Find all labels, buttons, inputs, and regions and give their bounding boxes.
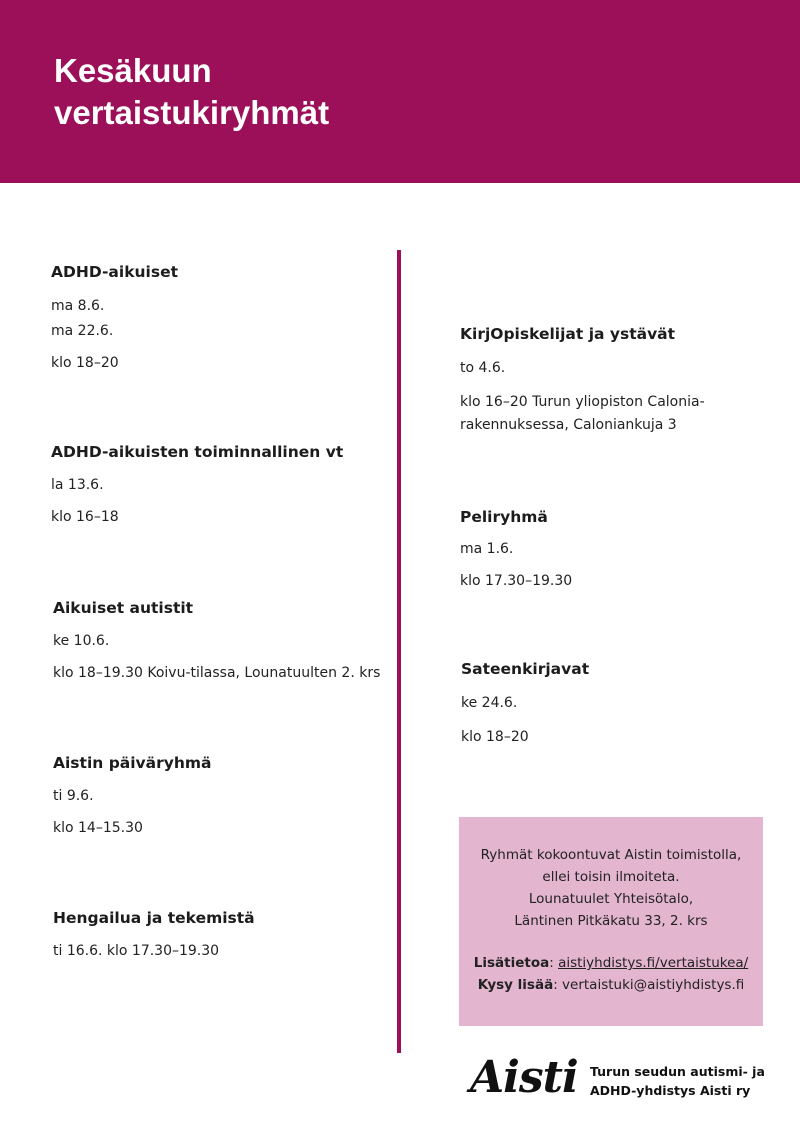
group-date: ke 24.6.	[461, 695, 518, 711]
group-title: ADHD-aikuisten toiminnallinen vt	[51, 443, 344, 461]
group-time: klo 17.30–19.30	[460, 573, 573, 589]
ask-row: Kysy lisää: vertaistuki@aistiyhdistys.fi	[477, 977, 745, 993]
group-hengailua	[53, 908, 255, 961]
organization-name	[590, 1062, 765, 1100]
group-time: ti 16.6. klo 17.30–19.30	[53, 943, 220, 959]
group-title: Aistin päiväryhmä	[53, 754, 212, 772]
group-date: to 4.6.	[460, 360, 506, 376]
group-time: klo 16–20 Turun yliopiston Calonia-	[460, 394, 705, 410]
info-line: Ryhmät kokoontuvat Aistin toimistolla,	[480, 847, 742, 863]
header-banner	[0, 0, 800, 183]
group-time: klo 18–19.30 Koivu-tilassa, Lounatuulten 2. krs	[53, 665, 381, 681]
group-date: ti 9.6.	[53, 788, 94, 804]
group-title: Aikuiset autistit	[53, 599, 194, 617]
group-title: ADHD-aikuiset	[51, 263, 178, 281]
info-line: Läntinen Pitkäkatu 33, 2. krs	[514, 913, 708, 929]
org-line2: ADHD-yhdistys Aisti ry	[590, 1083, 751, 1098]
group-kirjopiskelijat	[460, 324, 705, 435]
group-aikuiset-autistit	[53, 598, 380, 683]
group-peliryhma	[460, 507, 572, 591]
column-divider	[397, 250, 401, 1053]
group-date: ma 1.6.	[460, 541, 514, 557]
ask-label: Kysy lisää	[477, 977, 554, 993]
group-date: ma 22.6.	[51, 323, 114, 339]
group-date: ke 10.6.	[53, 633, 110, 649]
group-paivaryhma	[53, 753, 212, 838]
info-line: ellei toisin ilmoiteta.	[542, 869, 680, 885]
contact-email[interactable]: vertaistuki@aistiyhdistys.fi	[562, 977, 745, 993]
more-info-label: Lisätietoa	[473, 955, 550, 971]
group-title: KirjOpiskelijat ja ystävät	[460, 325, 676, 343]
org-line1: Turun seudun autismi- ja	[590, 1064, 765, 1079]
group-date: la 13.6.	[51, 477, 104, 493]
group-time: klo 18–20	[51, 355, 119, 371]
group-title: Peliryhmä	[460, 508, 548, 526]
group-time: klo 18–20	[461, 729, 529, 745]
more-info-row: Lisätietoa: aistiyhdistys.fi/vertaistukea/	[473, 955, 749, 971]
group-sateenkirjavat	[461, 659, 589, 747]
page-title-line2: vertaistukiryhmät	[54, 94, 330, 131]
more-info-link[interactable]: aistiyhdistys.fi/vertaistukea/	[558, 955, 749, 971]
info-box	[459, 817, 763, 1026]
group-location: rakennuksessa, Caloniankuja 3	[460, 417, 677, 433]
group-adhd-aikuiset	[51, 262, 178, 373]
group-title: Hengailua ja tekemistä	[53, 909, 255, 927]
page-title-line1: Kesäkuun	[54, 52, 212, 89]
group-title: Sateenkirjavat	[461, 660, 590, 678]
group-time: klo 16–18	[51, 509, 119, 525]
aisti-logo: Aisti	[470, 1052, 578, 1103]
group-adhd-toiminnallinen	[51, 442, 343, 527]
page-title	[54, 50, 329, 134]
group-time: klo 14–15.30	[53, 820, 143, 836]
info-line: Lounatuulet Yhteisötalo,	[528, 891, 694, 907]
group-date: ma 8.6.	[51, 298, 105, 314]
